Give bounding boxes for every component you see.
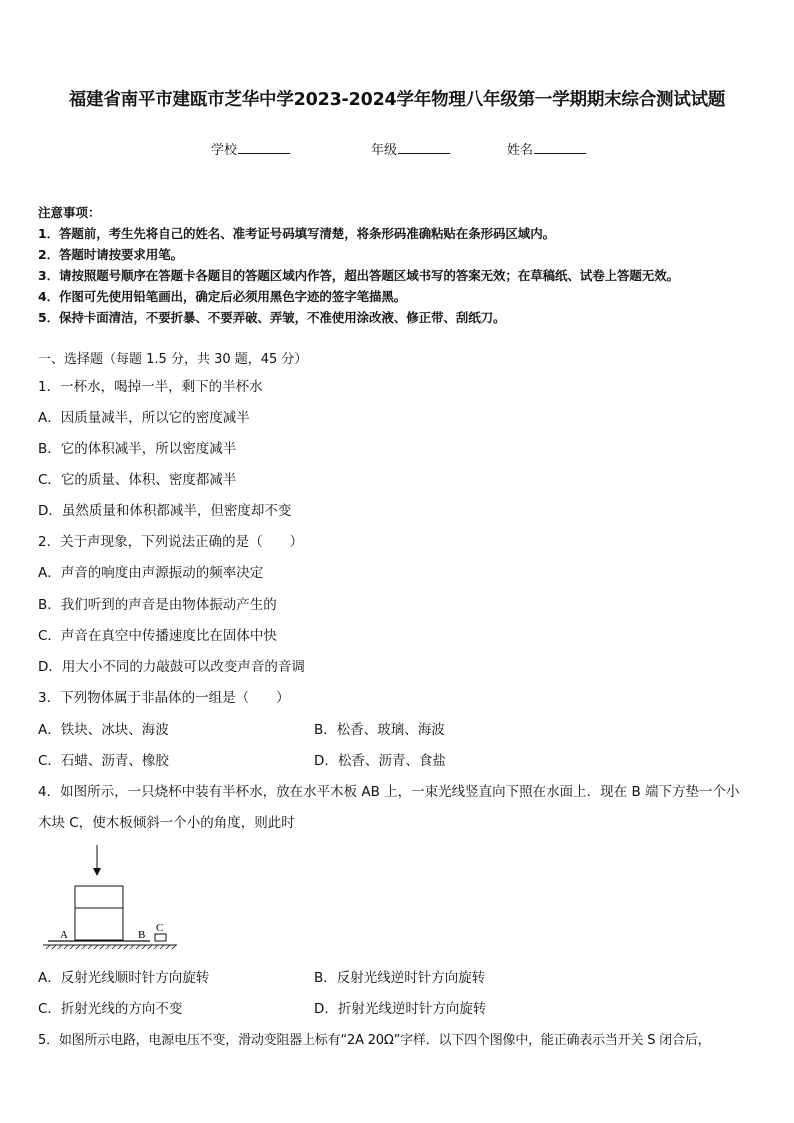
label-a: A <box>60 929 68 941</box>
q2-option-d: D．用大小不同的力敲鼓可以改变声音的音调 <box>38 659 305 675</box>
student-info-row <box>0 139 794 161</box>
notice-item: 5．保持卡面清洁，不要折暴、不要弄破、弄皱，不准使用涂改液、修正带、刮纸刀。 <box>38 310 506 325</box>
question-2-stem: 2．关于声现象，下列说法正确的是（ ） <box>38 534 304 550</box>
q3-option-d: D．松香、沥青、食盐 <box>314 753 446 769</box>
notice-item: 4．作图可先使用铅笔画出，确定后必须用黑色字迹的签字笔描黑。 <box>38 289 407 304</box>
notice-item: 1．答题前，考生先将自己的姓名、准考证号码填写清楚，将条形码准确粘贴在条形码区域内。 <box>38 226 555 241</box>
light-ray-arrow-icon <box>93 868 101 876</box>
beaker-on-board-diagram <box>40 845 190 955</box>
question-4-stem-line1: 4．如图所示，一只烧杯中装有半杯水，放在水平木板 AB 上，一束光线竖直向下照在水面上．现在 B 端下方垫一个小 <box>38 784 740 800</box>
wooden-block-c <box>155 934 166 941</box>
q4-option-b: B．反射光线逆时针方向旋转 <box>314 970 486 986</box>
grade-label: 年级 <box>371 143 398 158</box>
school-field[interactable] <box>211 139 290 158</box>
school-blank[interactable] <box>238 140 290 154</box>
ground-hatching <box>46 945 176 949</box>
q3-option-b: B．松香、玻璃、海波 <box>314 722 445 738</box>
name-field[interactable] <box>507 139 586 158</box>
q1-option-a: A．因质量减半，所以它的密度减半 <box>38 410 250 426</box>
question-5-stem: 5．如图所示电路，电源电压不变，滑动变阻器上标有“2A 20Ω”字样．以下四个图像中，能正确表示当开关 S 闭合后， <box>38 1033 711 1048</box>
name-label: 姓名 <box>507 143 534 158</box>
q4-option-d: D．折射光线逆时针方向旋转 <box>314 1001 487 1017</box>
q2-option-c: C．声音在真空中传播速度比在固体中快 <box>38 628 277 644</box>
q3-option-c: C．石蜡、沥青、橡胶 <box>38 753 169 769</box>
name-blank[interactable] <box>534 140 586 154</box>
beaker <box>75 886 123 940</box>
question-1-stem: 1．一杯水，喝掉一半，剩下的半杯水 <box>38 379 263 395</box>
q4-option-a: A．反射光线顺时针方向旋转 <box>38 970 210 986</box>
question-4-stem-line2: 木块 C，使木板倾斜一个小的角度，则此时 <box>38 815 295 831</box>
grade-field[interactable] <box>371 139 450 158</box>
notice-item: 2．答题时请按要求用笔。 <box>38 247 183 262</box>
q2-option-a: A．声音的响度由声源振动的频率决定 <box>38 565 264 581</box>
q1-option-b: B．它的体积减半，所以密度减半 <box>38 441 237 457</box>
grade-blank[interactable] <box>398 140 450 154</box>
q1-option-c: C．它的质量、体积、密度都减半 <box>38 472 237 488</box>
school-label: 学校 <box>211 143 238 158</box>
section-heading: 一、选择题（每题 1.5 分，共 30 题，45 分） <box>38 352 308 367</box>
q1-option-d: D．虽然质量和体积都减半，但密度却不变 <box>38 503 292 519</box>
q4-option-c: C．折射光线的方向不变 <box>38 1001 183 1017</box>
notice-item: 3．请按照题号顺序在答题卡各题目的答题区域内作答，超出答题区域书写的答案无效；在草稿纸、试卷上答题无效。 <box>38 268 680 283</box>
q3-option-a: A．铁块、冰块、海波 <box>38 722 169 738</box>
label-c: C <box>156 922 164 934</box>
page-title: 福建省南平市建瓯市芝华中学2023-2024学年物理八年级第一学期期末综合测试试题 <box>68 90 726 110</box>
notice-heading: 注意事项： <box>38 205 101 220</box>
label-b: B <box>138 929 146 941</box>
q2-option-b: B．我们听到的声音是由物体振动产生的 <box>38 597 277 613</box>
question-3-stem: 3．下列物体属于非晶体的一组是（ ） <box>38 690 290 706</box>
